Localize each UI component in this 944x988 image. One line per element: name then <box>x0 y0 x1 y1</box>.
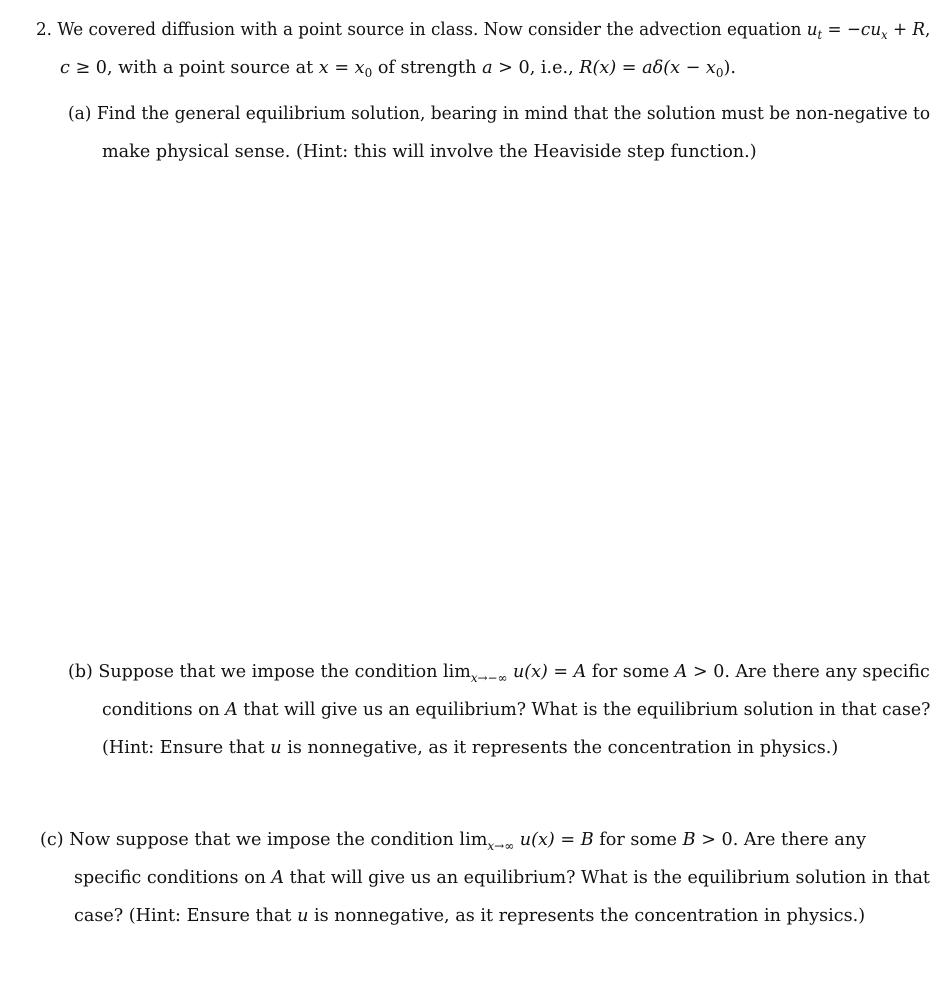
part-a-label: (a) <box>68 104 92 124</box>
part-c-line-3: case? (Hint: Ensure that u is nonnegative, as it represents the concentration in physics.) <box>74 906 866 926</box>
part-b-line-1: (b) Suppose that we impose the condition $\lim_{x\to-\infty} u(x) = A$ for some A > 0. Are there any specific <box>68 662 930 685</box>
part-a-line-2 <box>102 141 757 163</box>
part-c-line-1: (c) Now suppose that we impose the condition $\lim_{x\to\infty} u(x) = B$ for some B > 0. Are there any <box>40 830 867 853</box>
part-a-line-1 <box>68 103 930 125</box>
part-a-text-2: make physical sense. (Hint: this will involve the Heaviside step function.) <box>102 142 757 162</box>
part-b-line-3: (Hint: Ensure that u is nonnegative, as it represents the concentration in physics.) <box>102 738 839 758</box>
part-c-label: (c) <box>40 830 64 850</box>
problem-intro-line-2: c ≥ 0, with a point source at $x = x_0$ of strength a > 0, i.e., $R(x) = a\delta(x - x_0)$. <box>60 58 736 80</box>
part-b-line-2: conditions on A that will give us an equilibrium? What is the equilibrium solution in that case? <box>102 700 931 720</box>
problem-intro-text: We covered diffusion with a point source in class. Now consider the advection equation <box>57 20 802 40</box>
problem-number: 2. <box>36 20 53 40</box>
part-a-text-1: Find the general equilibrium solution, bearing in mind that the solution must be non-negative to <box>96 104 931 124</box>
part-b-label: (b) <box>68 662 93 682</box>
advection-equation: $u_t = -cu_x + R$, <box>806 20 931 42</box>
problem-intro-line-1 <box>36 19 930 46</box>
part-c-line-2: specific conditions on A that will give us an equilibrium? What is the equilibrium solution in that <box>74 868 930 888</box>
